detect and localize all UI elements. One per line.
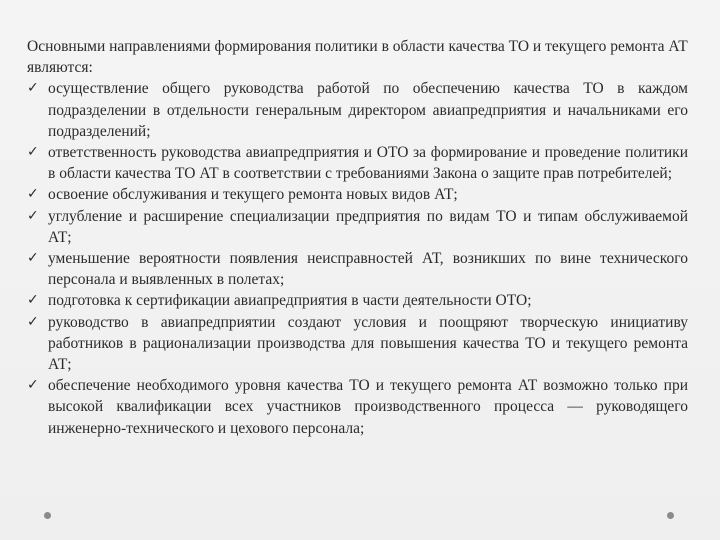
list-item-text: обеспечение необходимого уровня качества ТО и текущего ремонта АТ возможно только при высокой квалификации всех участников производственного процесса — руководящего инженерно-технического и цехового персонала; xyxy=(48,377,688,437)
list-item-text: ответственность руководства авиапредприятия и ОТО за формирование и проведение политики в области качества ТО АТ в соответствии с требованиями Закона о защите прав потребителей; xyxy=(48,144,688,183)
check-mark-icon: ✓ xyxy=(27,250,39,267)
check-mark-icon: ✓ xyxy=(27,207,39,224)
check-mark-icon: ✓ xyxy=(27,186,39,203)
list-item-text: освоение обслуживания и текущего ремонта новых видов АТ; xyxy=(48,186,458,204)
list-item xyxy=(27,206,688,248)
check-mark-icon: ✓ xyxy=(27,80,39,97)
list-item-text: руководство в авиапредприятии создают условия и поощряют творческую инициативу работников в рационализации производства для повышения качества ТО и текущего ремонта АТ; xyxy=(48,313,688,374)
check-mark-icon: ✓ xyxy=(27,144,39,161)
slide-body xyxy=(27,36,688,439)
intro-text: Основными направлениями формирования политики в области качества ТО и текущего ремонта АТ являются: xyxy=(27,38,688,77)
list-item-text: уменьшение вероятности появления неисправностей АТ, возникших по вине технического персонала и выявленных в полетах; xyxy=(48,250,688,289)
list-item-text: осуществление общего руководства работой по обеспечению качества ТО в каждом подразделении в отдельности генеральным директором авиапредприятия и начальниками его подразделений; xyxy=(48,80,688,140)
decorative-dot-left xyxy=(44,512,51,519)
list-item xyxy=(27,290,688,311)
list-item xyxy=(27,184,688,205)
list-item-text: подготовка к сертификации авиапредприятия в части деятельности ОТО; xyxy=(48,292,532,310)
check-mark-icon: ✓ xyxy=(27,313,39,330)
list-item xyxy=(27,312,688,376)
list-item xyxy=(27,375,688,439)
check-mark-icon: ✓ xyxy=(27,292,39,309)
direction-list xyxy=(27,78,688,438)
decorative-dot-right xyxy=(667,512,674,519)
check-mark-icon: ✓ xyxy=(27,377,39,394)
list-item xyxy=(27,78,688,142)
list-item-text: углубление и расширение специализации предприятия по видам ТО и типам обслуживаемой АТ; xyxy=(48,207,688,246)
list-item xyxy=(27,248,688,290)
list-item xyxy=(27,142,688,184)
